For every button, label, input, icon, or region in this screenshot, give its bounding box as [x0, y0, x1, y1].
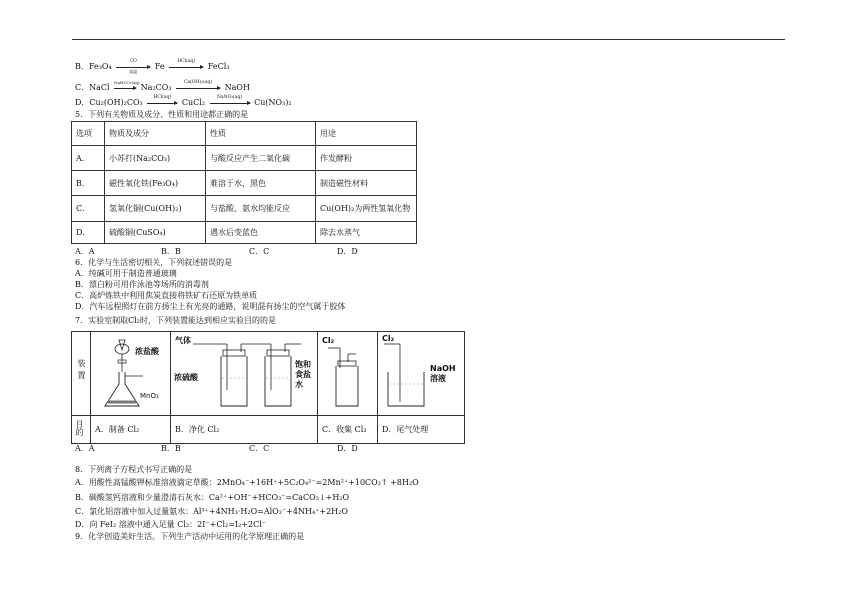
reaction-arrow — [176, 80, 220, 92]
q5-stem: 5．下列有关物质及成分、性质和用途都正确的是 — [75, 110, 249, 119]
q8-option-b[interactable]: B．碳酸氢钙溶液和少量澄清石灰水：Ca²⁺+OH⁻+HCO₃⁻=CaCO₃↓+H₂O — [75, 493, 350, 502]
option-d[interactable]: D．D — [337, 444, 358, 453]
mno2-label: MnO₂ — [140, 392, 159, 400]
reaction-arrow — [169, 59, 203, 71]
q8-stem: 8．下列离子方程式书写正确的是 — [75, 465, 193, 474]
intermediate: Na₂CO₃ — [140, 83, 172, 92]
purpose-cell: C．收集 Cl₂ — [318, 416, 378, 444]
flask-apparatus-diagram — [91, 332, 170, 413]
reactant: B．Fe₃O₄ — [75, 62, 112, 71]
row-heading — [72, 416, 91, 444]
table-cell: 小苏打(Na₂CO₃) — [105, 146, 206, 171]
option-c[interactable]: C．C — [249, 247, 270, 256]
q7-stem: 7．实验室制取Cl₂时，下列装置能达到相应实验目的的是 — [75, 316, 276, 325]
table-row — [72, 196, 417, 222]
table-row — [72, 171, 417, 196]
arrow-label: NaHCO₃(aq) — [114, 80, 140, 85]
product: Cu(NO₃)₂ — [254, 98, 292, 107]
arrow-label: CO — [129, 59, 137, 64]
table-cell: 磁性氧化铁(Fe₃O₄) — [105, 171, 206, 196]
apparatus-d — [378, 332, 465, 416]
gas-label: 气体 — [175, 336, 191, 345]
option-b-conversion — [75, 59, 230, 74]
table-cell: 作发酵粉 — [316, 146, 417, 171]
option-d-conversion — [75, 95, 292, 108]
cl2-label-c: Cl₂ — [322, 336, 335, 345]
table-cell: D． — [72, 222, 105, 244]
table-row — [72, 222, 417, 244]
arrow-label: NaNO₃(aq) — [217, 95, 243, 100]
arrow-label: HCl(aq) — [177, 59, 196, 64]
apparatus-c — [318, 332, 378, 416]
header-rule — [72, 39, 785, 40]
naoh-label: NaOH溶液 — [430, 364, 456, 383]
intermediate: Fe — [154, 62, 165, 71]
q8-option-a[interactable]: A．用酸性高锰酸钾标准溶液滴定草酸：2MnO₄⁻+16H⁺+5C₂O₄²⁻=2Mn²⁺+10CO₂↑ +8H₂O — [75, 478, 419, 487]
q9-stem: 9．化学创造美好生活。下列生产活动中运用的化学原理正确的是 — [75, 532, 305, 541]
table-header-cell: 物质及成分 — [105, 122, 206, 146]
purpose-row — [72, 416, 465, 444]
row-heading — [72, 332, 91, 416]
option-d[interactable]: D．D — [337, 247, 358, 256]
intermediate: CuCl₂ — [181, 98, 206, 107]
cl2-label-d: Cl₂ — [382, 334, 395, 343]
q6-option-b[interactable]: B．漂白粉可用作泳池等场所的消毒剂 — [75, 280, 209, 289]
sat-nacl-label: 饱和食盐水 — [295, 360, 311, 389]
table-cell: 氢氧化铜(Cu(OH)₂) — [105, 196, 206, 222]
table-cell: C． — [72, 196, 105, 222]
table-row — [72, 146, 417, 171]
table-cell: 与盐酸、氨水均能反应 — [206, 196, 316, 222]
row-heading-text: 目的 — [75, 420, 84, 436]
table-header-row — [72, 122, 417, 146]
q7-table — [71, 331, 465, 444]
table-cell: 除去水蒸气 — [316, 222, 417, 244]
option-b[interactable]: B．B — [161, 444, 181, 453]
apparatus-a — [91, 332, 171, 416]
option-a[interactable]: A．A — [75, 444, 95, 453]
table-cell: 硫酸铜(CuSO₄) — [105, 222, 206, 244]
q6-option-c[interactable]: C．高炉炼铁中利用焦炭直接将铁矿石还原为铁单质 — [75, 291, 258, 300]
table-header-cell: 性质 — [206, 122, 316, 146]
apparatus-row — [72, 332, 465, 416]
table-cell: A． — [72, 146, 105, 171]
reaction-arrow — [114, 80, 140, 92]
purpose-cell: A．制备 Cl₂ — [91, 416, 171, 444]
table-cell: 遇水后变蓝色 — [206, 222, 316, 244]
table-cell: 制造磁性材料 — [316, 171, 417, 196]
row-heading-text: 装置 — [77, 359, 86, 383]
reaction-arrow — [210, 95, 250, 107]
q8-option-c[interactable]: C．氯化铝溶液中加入过量氨水：Al³⁺+4NH₃·H₂O=AlO₂⁻+4NH₄⁺+2H₂O — [75, 507, 348, 516]
purpose-cell: D．尾气处理 — [378, 416, 465, 444]
q6-option-d[interactable]: D．汽车远程照灯在前方扬尘上有光亮的通路，说明混有扬尘的空气属于胶体 — [75, 302, 346, 311]
table-cell: 难溶于水，黑色 — [206, 171, 316, 196]
arrow-label: Ca(OH)₂(aq) — [184, 80, 213, 85]
reactant: D．Cu₂(OH)₂CO₃ — [75, 98, 143, 107]
option-c[interactable]: C．C — [249, 444, 270, 453]
q8-option-d[interactable]: D．向 FeI₂ 溶液中通入足量 Cl₂：2I⁻+Cl₂=I₂+2Cl⁻ — [75, 520, 266, 529]
option-b[interactable]: B．B — [161, 247, 181, 256]
purpose-cell: B．净化 Cl₂ — [171, 416, 318, 444]
reaction-arrow — [147, 95, 177, 107]
table-cell: Cu(OH)₂为两性氢氧化物 — [316, 196, 417, 222]
reaction-arrow — [116, 59, 150, 74]
conc-h2so4-label: 浓硫酸 — [174, 373, 198, 382]
apparatus-b — [171, 332, 318, 416]
conc-hcl-label: 浓盐酸 — [135, 347, 159, 356]
q6-stem: 6．化学与生活密切相关，下列叙述错误的是 — [75, 258, 233, 267]
q5-table — [71, 121, 417, 244]
reactant: C．NaCl — [75, 83, 110, 92]
arrow-condition: 高温 — [129, 69, 138, 74]
option-c-conversion — [75, 80, 250, 93]
table-header-cell: 用途 — [316, 122, 417, 146]
option-a[interactable]: A．A — [75, 247, 95, 256]
arrow-label: HCl(aq) — [153, 95, 172, 100]
q6-option-a[interactable]: A．纯碱可用于制造普通玻璃 — [75, 269, 177, 278]
table-cell: 与酸反应产生二氧化碳 — [206, 146, 316, 171]
table-cell: B． — [72, 171, 105, 196]
table-header-cell: 选项 — [72, 122, 105, 146]
product: FeCl₃ — [207, 62, 230, 71]
product: NaOH — [224, 83, 250, 92]
